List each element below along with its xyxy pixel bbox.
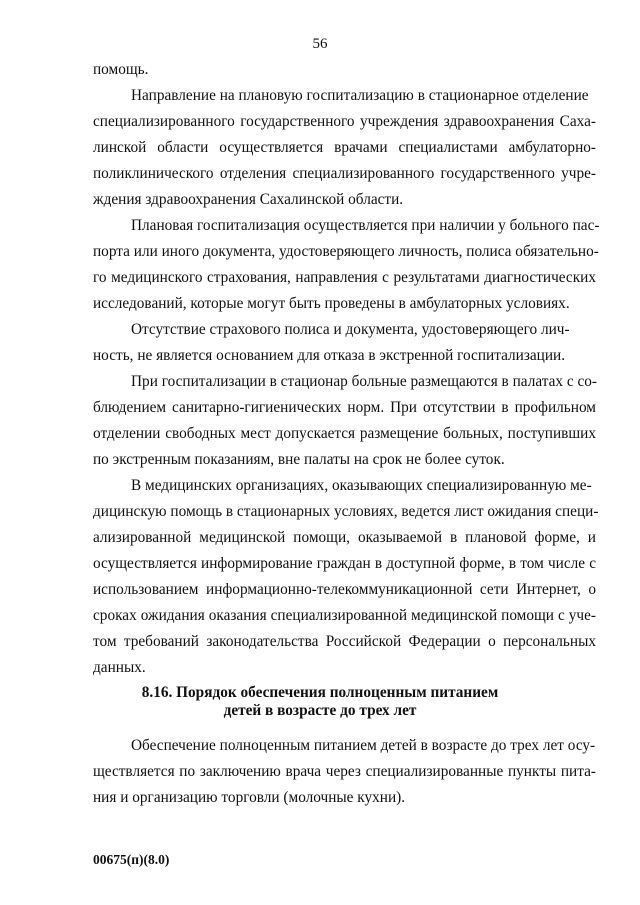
text-line: помощь. — [93, 61, 149, 78]
text-line: Направление на плановую госпитализацию в стационарное отделение — [131, 87, 589, 104]
text-line: сроках ожидания оказания специализированной медицинской помощи с уче- — [93, 607, 596, 624]
text-line: дицинскую помощь в стационарных условиях, ведется лист ожидания специ- — [93, 503, 599, 520]
text-line: ществляется по заключению врача через специализированные пункты пита- — [93, 763, 596, 780]
text-line: го медицинского страхования, направления с результатами диагностических — [93, 269, 596, 286]
text-line: использованием информационно-телекоммуникационной сети Интернет, о — [93, 581, 596, 598]
page-number: 56 — [312, 36, 328, 52]
text-line: по экстренным показаниям, вне палаты на срок не более суток. — [93, 451, 505, 468]
text-line: При госпитализации в стационар больные размещаются в палатах с со- — [131, 373, 598, 390]
text-line: Отсутствие страхового полиса и документа, удостоверяющего лич- — [131, 321, 570, 338]
text-line: специализированного государственного учреждения здравоохранения Саха- — [93, 113, 596, 130]
text-line: данных. — [93, 659, 146, 676]
text-line: ализированной медицинской помощи, оказываемой в плановой форме, и — [93, 529, 596, 546]
text-line: поликлинического отделения специализированного государственного учре- — [93, 165, 596, 182]
text-line: блюдением санитарно-гигиенических норм. При отсутствии в профильном — [93, 399, 596, 416]
heading-line: 8.16. Порядок обеспечения полноценным питанием — [141, 684, 499, 701]
document-code: 00675(п)(8.0) — [93, 852, 170, 867]
text-line: порта или иного документа, удостоверяющего личность, полиса обязательно- — [93, 243, 599, 260]
text-line: том требований законодательства Российской Федерации о персональных — [93, 633, 596, 650]
text-line: отделении свободных мест допускается размещение больных, поступивших — [93, 425, 596, 442]
text-line: осуществляется информирование граждан в доступной форме, в том числе с — [93, 555, 596, 572]
text-line: исследований, которые могут быть проведены в амбулаторных условиях. — [93, 295, 570, 312]
text-line: линской области осуществляется врачами специалистами амбулаторно- — [93, 139, 596, 156]
text-line: ность, не является основанием для отказа в экстренной госпитализации. — [93, 347, 566, 364]
text-line: Плановая госпитализация осуществляется при наличии у больного пас- — [131, 217, 600, 234]
text-line: ния и организацию торговли (молочные кухни). — [93, 789, 406, 806]
text-line: ждения здравоохранения Сахалинской области. — [93, 191, 404, 208]
heading-line: детей в возрасте до трех лет — [223, 702, 417, 719]
text-line: Обеспечение полноценным питанием детей в возрасте до трех лет осу- — [131, 737, 596, 754]
text-line: В медицинских организациях, оказывающих специализированную ме- — [131, 477, 592, 494]
